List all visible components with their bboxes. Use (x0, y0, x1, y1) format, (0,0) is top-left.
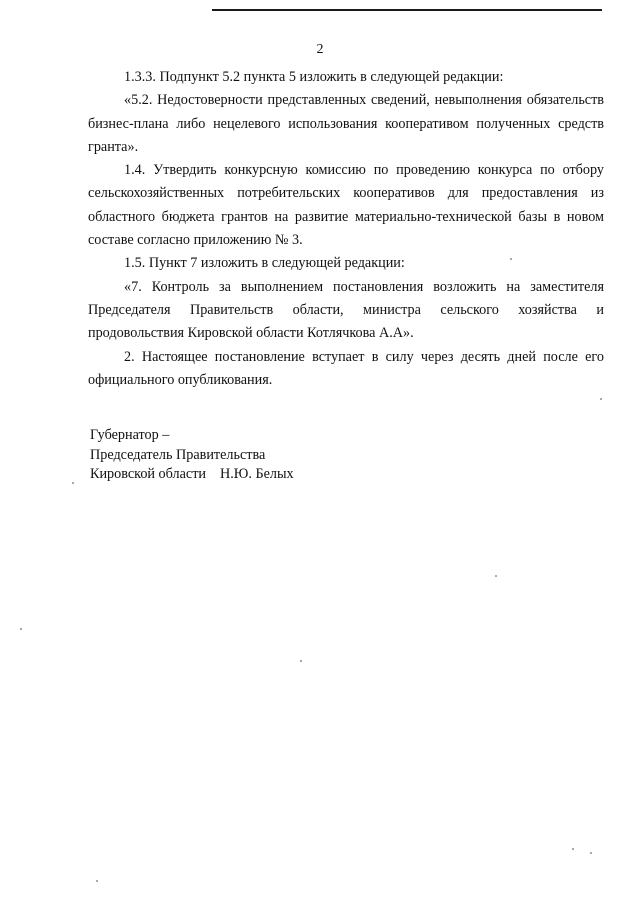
scan-speck (495, 575, 497, 577)
paragraph-quote-5-2: «5.2. Недостоверности представленных сведений, невыполнения обязательств бизнес-плана либо нецелевого использования кооперативом полученных средств гранта». (88, 92, 604, 155)
header-rule (212, 9, 602, 11)
scan-speck (572, 848, 574, 850)
signature-region: Кировской области (90, 466, 206, 482)
paragraph-2: 2. Настоящее постановление вступает в силу через десять дней после его официального опубликования. (88, 348, 604, 388)
signature-title-line1: Губернатор – (90, 427, 170, 443)
paragraph-1-3-3: 1.3.3. Подпункт 5.2 пункта 5 изложить в следующей редакции: (124, 69, 504, 85)
paragraph-1-4: 1.4. Утвердить конкурсную комиссию по проведению конкурса по отбору сельскохозяйственных потребительских кооперативов для предоставления из областного бюджета грантов на развитие материально-технической базы в новом составе согласно приложению № 3. (88, 162, 604, 249)
scan-speck (600, 398, 602, 400)
scan-speck (20, 628, 22, 630)
signature-title-line3 (90, 465, 294, 485)
signature-block (90, 426, 294, 485)
scan-speck (96, 880, 98, 882)
scan-speck (510, 258, 512, 260)
scan-speck (300, 660, 302, 662)
paragraph-quote-7: «7. Контроль за выполнением постановления возложить на заместителя Председателя Правительств области, министра сельского хозяйства и продовольствия Кировской области Котлячкова А.А». (88, 278, 604, 342)
signature-name: Н.Ю. Белых (220, 466, 294, 482)
signature-title-line2: Председатель Правительства (90, 446, 266, 463)
document-body (88, 66, 604, 392)
page-number: 2 (316, 42, 324, 57)
scan-speck (72, 482, 74, 484)
scan-speck (590, 852, 592, 854)
paragraph-1-5: 1.5. Пункт 7 изложить в следующей редакции: (124, 255, 405, 272)
